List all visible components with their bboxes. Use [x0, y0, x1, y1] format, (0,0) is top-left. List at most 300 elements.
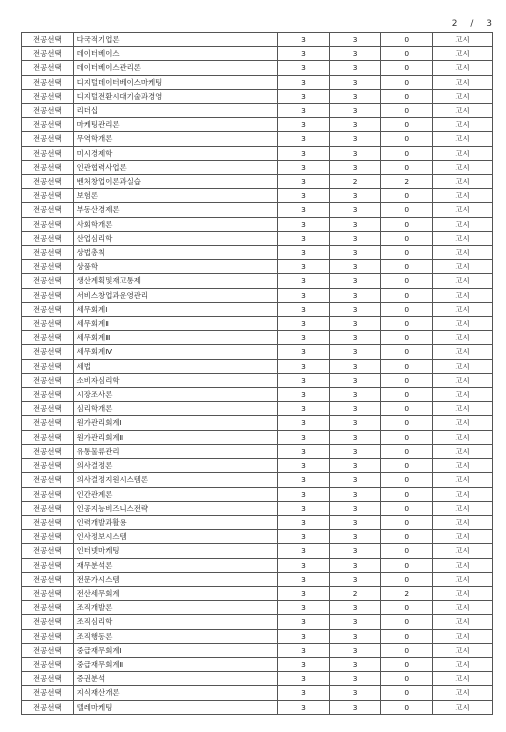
lecture-hours-cell: 3 [329, 345, 381, 359]
credits-cell: 3 [278, 146, 330, 160]
course-name-cell: 세법 [73, 359, 278, 373]
lecture-hours-cell: 3 [329, 89, 381, 103]
category-cell: 전공선택 [22, 700, 74, 714]
lecture-hours-cell: 3 [329, 246, 381, 260]
notice-type-cell: 고시 [433, 175, 493, 189]
credits-cell: 3 [278, 217, 330, 231]
lecture-hours-cell: 3 [329, 260, 381, 274]
page-total: 3 [486, 19, 493, 29]
notice-type-cell: 고시 [433, 246, 493, 260]
notice-type-cell: 고시 [433, 700, 493, 714]
course-table [21, 32, 493, 715]
practice-hours-cell: 0 [381, 331, 433, 345]
lecture-hours-cell: 3 [329, 189, 381, 203]
practice-hours-cell: 0 [381, 89, 433, 103]
category-cell: 전공선택 [22, 302, 74, 316]
lecture-hours-cell: 3 [329, 118, 381, 132]
credits-cell: 3 [278, 47, 330, 61]
course-name-cell: 전문가시스템 [73, 572, 278, 586]
practice-hours-cell: 0 [381, 288, 433, 302]
lecture-hours-cell: 3 [329, 657, 381, 671]
practice-hours-cell: 0 [381, 686, 433, 700]
category-cell: 전공선택 [22, 146, 74, 160]
practice-hours-cell: 0 [381, 388, 433, 402]
lecture-hours-cell: 3 [329, 601, 381, 615]
category-cell: 전공선택 [22, 260, 74, 274]
practice-hours-cell: 0 [381, 231, 433, 245]
lecture-hours-cell: 3 [329, 672, 381, 686]
category-cell: 전공선택 [22, 359, 74, 373]
lecture-hours-cell: 3 [329, 572, 381, 586]
course-name-cell: 세무회계Ⅳ [73, 345, 278, 359]
lecture-hours-cell: 3 [329, 317, 381, 331]
credits-cell: 3 [278, 175, 330, 189]
table-row [22, 601, 493, 615]
table-row [22, 231, 493, 245]
lecture-hours-cell: 3 [329, 217, 381, 231]
category-cell: 전공선택 [22, 686, 74, 700]
lecture-hours-cell: 3 [329, 203, 381, 217]
course-name-cell: 증권분석 [73, 672, 278, 686]
table-row [22, 118, 493, 132]
notice-type-cell: 고시 [433, 586, 493, 600]
credits-cell: 3 [278, 75, 330, 89]
credits-cell: 3 [278, 686, 330, 700]
notice-type-cell: 고시 [433, 373, 493, 387]
practice-hours-cell: 0 [381, 246, 433, 260]
course-name-cell: 상품학 [73, 260, 278, 274]
table-row [22, 189, 493, 203]
lecture-hours-cell: 2 [329, 586, 381, 600]
course-name-cell: 벤처창업이론과실습 [73, 175, 278, 189]
notice-type-cell: 고시 [433, 487, 493, 501]
practice-hours-cell: 0 [381, 146, 433, 160]
credits-cell: 3 [278, 601, 330, 615]
practice-hours-cell: 0 [381, 558, 433, 572]
table-row [22, 544, 493, 558]
course-name-cell: 마케팅관리론 [73, 118, 278, 132]
course-name-cell: 조직심리학 [73, 615, 278, 629]
practice-hours-cell: 0 [381, 402, 433, 416]
notice-type-cell: 고시 [433, 260, 493, 274]
lecture-hours-cell: 3 [329, 643, 381, 657]
table-row [22, 672, 493, 686]
table-row [22, 388, 493, 402]
practice-hours-cell: 0 [381, 629, 433, 643]
lecture-hours-cell: 3 [329, 288, 381, 302]
notice-type-cell: 고시 [433, 388, 493, 402]
notice-type-cell: 고시 [433, 501, 493, 515]
practice-hours-cell: 0 [381, 317, 433, 331]
table-row [22, 487, 493, 501]
category-cell: 전공선택 [22, 373, 74, 387]
credits-cell: 3 [278, 572, 330, 586]
category-cell: 전공선택 [22, 189, 74, 203]
table-row [22, 288, 493, 302]
credits-cell: 3 [278, 700, 330, 714]
practice-hours-cell: 2 [381, 175, 433, 189]
credits-cell: 3 [278, 331, 330, 345]
category-cell: 전공선택 [22, 175, 74, 189]
lecture-hours-cell: 3 [329, 359, 381, 373]
practice-hours-cell: 0 [381, 61, 433, 75]
table-row [22, 615, 493, 629]
notice-type-cell: 고시 [433, 288, 493, 302]
lecture-hours-cell: 3 [329, 47, 381, 61]
notice-type-cell: 고시 [433, 359, 493, 373]
notice-type-cell: 고시 [433, 189, 493, 203]
credits-cell: 3 [278, 373, 330, 387]
credits-cell: 3 [278, 274, 330, 288]
notice-type-cell: 고시 [433, 331, 493, 345]
practice-hours-cell: 0 [381, 33, 433, 47]
table-row [22, 217, 493, 231]
lecture-hours-cell: 3 [329, 530, 381, 544]
course-name-cell: 조직개발론 [73, 601, 278, 615]
table-row [22, 146, 493, 160]
table-row [22, 430, 493, 444]
course-table-body [22, 33, 493, 715]
course-name-cell: 텔레마케팅 [73, 700, 278, 714]
notice-type-cell: 고시 [433, 430, 493, 444]
practice-hours-cell: 0 [381, 274, 433, 288]
course-name-cell: 재무분석론 [73, 558, 278, 572]
credits-cell: 3 [278, 203, 330, 217]
practice-hours-cell: 0 [381, 572, 433, 586]
course-name-cell: 세무회계Ⅰ [73, 302, 278, 316]
lecture-hours-cell: 3 [329, 33, 381, 47]
practice-hours-cell: 0 [381, 132, 433, 146]
category-cell: 전공선택 [22, 345, 74, 359]
category-cell: 전공선택 [22, 217, 74, 231]
lecture-hours-cell: 3 [329, 160, 381, 174]
course-name-cell: 세무회계Ⅱ [73, 317, 278, 331]
practice-hours-cell: 0 [381, 203, 433, 217]
notice-type-cell: 고시 [433, 459, 493, 473]
notice-type-cell: 고시 [433, 530, 493, 544]
notice-type-cell: 고시 [433, 515, 493, 529]
lecture-hours-cell: 3 [329, 430, 381, 444]
practice-hours-cell: 0 [381, 302, 433, 316]
credits-cell: 3 [278, 643, 330, 657]
table-row [22, 89, 493, 103]
lecture-hours-cell: 3 [329, 558, 381, 572]
notice-type-cell: 고시 [433, 629, 493, 643]
practice-hours-cell: 0 [381, 373, 433, 387]
lecture-hours-cell: 3 [329, 331, 381, 345]
practice-hours-cell: 0 [381, 672, 433, 686]
category-cell: 전공선택 [22, 544, 74, 558]
table-row [22, 160, 493, 174]
lecture-hours-cell: 3 [329, 487, 381, 501]
category-cell: 전공선택 [22, 430, 74, 444]
practice-hours-cell: 0 [381, 430, 433, 444]
table-row [22, 402, 493, 416]
practice-hours-cell: 0 [381, 118, 433, 132]
lecture-hours-cell: 3 [329, 388, 381, 402]
table-row [22, 459, 493, 473]
lecture-hours-cell: 3 [329, 459, 381, 473]
course-name-cell: 인사정보시스템 [73, 530, 278, 544]
course-name-cell: 디지털전환시대기술과경영 [73, 89, 278, 103]
notice-type-cell: 고시 [433, 643, 493, 657]
credits-cell: 3 [278, 444, 330, 458]
credits-cell: 3 [278, 388, 330, 402]
category-cell: 전공선택 [22, 75, 74, 89]
table-row [22, 629, 493, 643]
lecture-hours-cell: 3 [329, 501, 381, 515]
practice-hours-cell: 2 [381, 586, 433, 600]
table-row [22, 33, 493, 47]
notice-type-cell: 고시 [433, 132, 493, 146]
table-row [22, 345, 493, 359]
category-cell: 전공선택 [22, 643, 74, 657]
page-separator: / [470, 19, 475, 29]
lecture-hours-cell: 2 [329, 175, 381, 189]
notice-type-cell: 고시 [433, 274, 493, 288]
practice-hours-cell: 0 [381, 530, 433, 544]
notice-type-cell: 고시 [433, 558, 493, 572]
category-cell: 전공선택 [22, 501, 74, 515]
credits-cell: 3 [278, 586, 330, 600]
credits-cell: 3 [278, 544, 330, 558]
course-name-cell: 시장조사론 [73, 388, 278, 402]
practice-hours-cell: 0 [381, 615, 433, 629]
table-row [22, 302, 493, 316]
table-row [22, 175, 493, 189]
lecture-hours-cell: 3 [329, 274, 381, 288]
notice-type-cell: 고시 [433, 104, 493, 118]
practice-hours-cell: 0 [381, 47, 433, 61]
credits-cell: 3 [278, 473, 330, 487]
notice-type-cell: 고시 [433, 672, 493, 686]
practice-hours-cell: 0 [381, 217, 433, 231]
category-cell: 전공선택 [22, 33, 74, 47]
course-name-cell: 다국적기업론 [73, 33, 278, 47]
notice-type-cell: 고시 [433, 61, 493, 75]
course-name-cell: 의사결정지원시스템론 [73, 473, 278, 487]
course-name-cell: 서비스창업과운영관리 [73, 288, 278, 302]
lecture-hours-cell: 3 [329, 615, 381, 629]
lecture-hours-cell: 3 [329, 629, 381, 643]
practice-hours-cell: 0 [381, 601, 433, 615]
course-name-cell: 미시경제학 [73, 146, 278, 160]
category-cell: 전공선택 [22, 104, 74, 118]
table-row [22, 572, 493, 586]
credits-cell: 3 [278, 231, 330, 245]
notice-type-cell: 고시 [433, 146, 493, 160]
course-name-cell: 인공지능비즈니스전략 [73, 501, 278, 515]
practice-hours-cell: 0 [381, 160, 433, 174]
category-cell: 전공선택 [22, 487, 74, 501]
credits-cell: 3 [278, 288, 330, 302]
table-row [22, 686, 493, 700]
table-row [22, 47, 493, 61]
notice-type-cell: 고시 [433, 160, 493, 174]
notice-type-cell: 고시 [433, 686, 493, 700]
credits-cell: 3 [278, 501, 330, 515]
notice-type-cell: 고시 [433, 89, 493, 103]
practice-hours-cell: 0 [381, 700, 433, 714]
category-cell: 전공선택 [22, 586, 74, 600]
lecture-hours-cell: 3 [329, 700, 381, 714]
category-cell: 전공선택 [22, 388, 74, 402]
practice-hours-cell: 0 [381, 345, 433, 359]
credits-cell: 3 [278, 359, 330, 373]
notice-type-cell: 고시 [433, 203, 493, 217]
category-cell: 전공선택 [22, 231, 74, 245]
credits-cell: 3 [278, 260, 330, 274]
lecture-hours-cell: 3 [329, 302, 381, 316]
category-cell: 전공선택 [22, 530, 74, 544]
course-name-cell: 데이터베이스 [73, 47, 278, 61]
course-name-cell: 유통물류관리 [73, 444, 278, 458]
category-cell: 전공선택 [22, 246, 74, 260]
notice-type-cell: 고시 [433, 302, 493, 316]
credits-cell: 3 [278, 302, 330, 316]
course-name-cell: 상법총칙 [73, 246, 278, 260]
credits-cell: 3 [278, 345, 330, 359]
category-cell: 전공선택 [22, 274, 74, 288]
course-name-cell: 리더십 [73, 104, 278, 118]
lecture-hours-cell: 3 [329, 75, 381, 89]
credits-cell: 3 [278, 416, 330, 430]
table-row [22, 246, 493, 260]
table-row [22, 643, 493, 657]
notice-type-cell: 고시 [433, 47, 493, 61]
notice-type-cell: 고시 [433, 657, 493, 671]
notice-type-cell: 고시 [433, 601, 493, 615]
practice-hours-cell: 0 [381, 473, 433, 487]
lecture-hours-cell: 3 [329, 473, 381, 487]
notice-type-cell: 고시 [433, 118, 493, 132]
course-name-cell: 중급재무회계Ⅱ [73, 657, 278, 671]
credits-cell: 3 [278, 672, 330, 686]
category-cell: 전공선택 [22, 203, 74, 217]
notice-type-cell: 고시 [433, 345, 493, 359]
category-cell: 전공선택 [22, 402, 74, 416]
lecture-hours-cell: 3 [329, 515, 381, 529]
lecture-hours-cell: 3 [329, 686, 381, 700]
credits-cell: 3 [278, 629, 330, 643]
course-name-cell: 의사결정론 [73, 459, 278, 473]
practice-hours-cell: 0 [381, 104, 433, 118]
course-name-cell: 인관협력사업론 [73, 160, 278, 174]
practice-hours-cell: 0 [381, 444, 433, 458]
credits-cell: 3 [278, 657, 330, 671]
course-name-cell: 지식재산개론 [73, 686, 278, 700]
table-row [22, 274, 493, 288]
page-number [444, 19, 493, 29]
notice-type-cell: 고시 [433, 544, 493, 558]
table-row [22, 203, 493, 217]
table-row [22, 501, 493, 515]
credits-cell: 3 [278, 430, 330, 444]
credits-cell: 3 [278, 459, 330, 473]
course-name-cell: 조직행동론 [73, 629, 278, 643]
credits-cell: 3 [278, 61, 330, 75]
table-row [22, 331, 493, 345]
credits-cell: 3 [278, 402, 330, 416]
category-cell: 전공선택 [22, 118, 74, 132]
category-cell: 전공선택 [22, 459, 74, 473]
course-name-cell: 디지털데이터베이스마케팅 [73, 75, 278, 89]
practice-hours-cell: 0 [381, 544, 433, 558]
lecture-hours-cell: 3 [329, 416, 381, 430]
table-row [22, 416, 493, 430]
table-row [22, 473, 493, 487]
course-name-cell: 인력개발과활용 [73, 515, 278, 529]
practice-hours-cell: 0 [381, 416, 433, 430]
credits-cell: 3 [278, 558, 330, 572]
practice-hours-cell: 0 [381, 260, 433, 274]
practice-hours-cell: 0 [381, 75, 433, 89]
lecture-hours-cell: 3 [329, 132, 381, 146]
category-cell: 전공선택 [22, 317, 74, 331]
credits-cell: 3 [278, 118, 330, 132]
page-current: 2 [451, 19, 459, 29]
category-cell: 전공선택 [22, 416, 74, 430]
category-cell: 전공선택 [22, 615, 74, 629]
category-cell: 전공선택 [22, 288, 74, 302]
course-name-cell: 무역학개론 [73, 132, 278, 146]
table-row [22, 586, 493, 600]
credits-cell: 3 [278, 132, 330, 146]
credits-cell: 3 [278, 317, 330, 331]
credits-cell: 3 [278, 487, 330, 501]
practice-hours-cell: 0 [381, 487, 433, 501]
notice-type-cell: 고시 [433, 615, 493, 629]
practice-hours-cell: 0 [381, 459, 433, 473]
credits-cell: 3 [278, 246, 330, 260]
credits-cell: 3 [278, 160, 330, 174]
course-name-cell: 전산세무회계 [73, 586, 278, 600]
category-cell: 전공선택 [22, 515, 74, 529]
category-cell: 전공선택 [22, 444, 74, 458]
notice-type-cell: 고시 [433, 231, 493, 245]
notice-type-cell: 고시 [433, 473, 493, 487]
credits-cell: 3 [278, 89, 330, 103]
category-cell: 전공선택 [22, 672, 74, 686]
practice-hours-cell: 0 [381, 515, 433, 529]
lecture-hours-cell: 3 [329, 146, 381, 160]
category-cell: 전공선택 [22, 558, 74, 572]
course-name-cell: 중급재무회계Ⅰ [73, 643, 278, 657]
table-row [22, 260, 493, 274]
lecture-hours-cell: 3 [329, 104, 381, 118]
credits-cell: 3 [278, 104, 330, 118]
category-cell: 전공선택 [22, 61, 74, 75]
lecture-hours-cell: 3 [329, 373, 381, 387]
table-row [22, 700, 493, 714]
practice-hours-cell: 0 [381, 189, 433, 203]
category-cell: 전공선택 [22, 473, 74, 487]
category-cell: 전공선택 [22, 572, 74, 586]
notice-type-cell: 고시 [433, 402, 493, 416]
practice-hours-cell: 0 [381, 501, 433, 515]
credits-cell: 3 [278, 615, 330, 629]
course-name-cell: 인터넷마케팅 [73, 544, 278, 558]
course-name-cell: 원가관리회계Ⅱ [73, 430, 278, 444]
course-name-cell: 소비자심리학 [73, 373, 278, 387]
course-name-cell: 심리학개론 [73, 402, 278, 416]
category-cell: 전공선택 [22, 657, 74, 671]
lecture-hours-cell: 3 [329, 444, 381, 458]
lecture-hours-cell: 3 [329, 544, 381, 558]
notice-type-cell: 고시 [433, 444, 493, 458]
category-cell: 전공선택 [22, 331, 74, 345]
category-cell: 전공선택 [22, 601, 74, 615]
